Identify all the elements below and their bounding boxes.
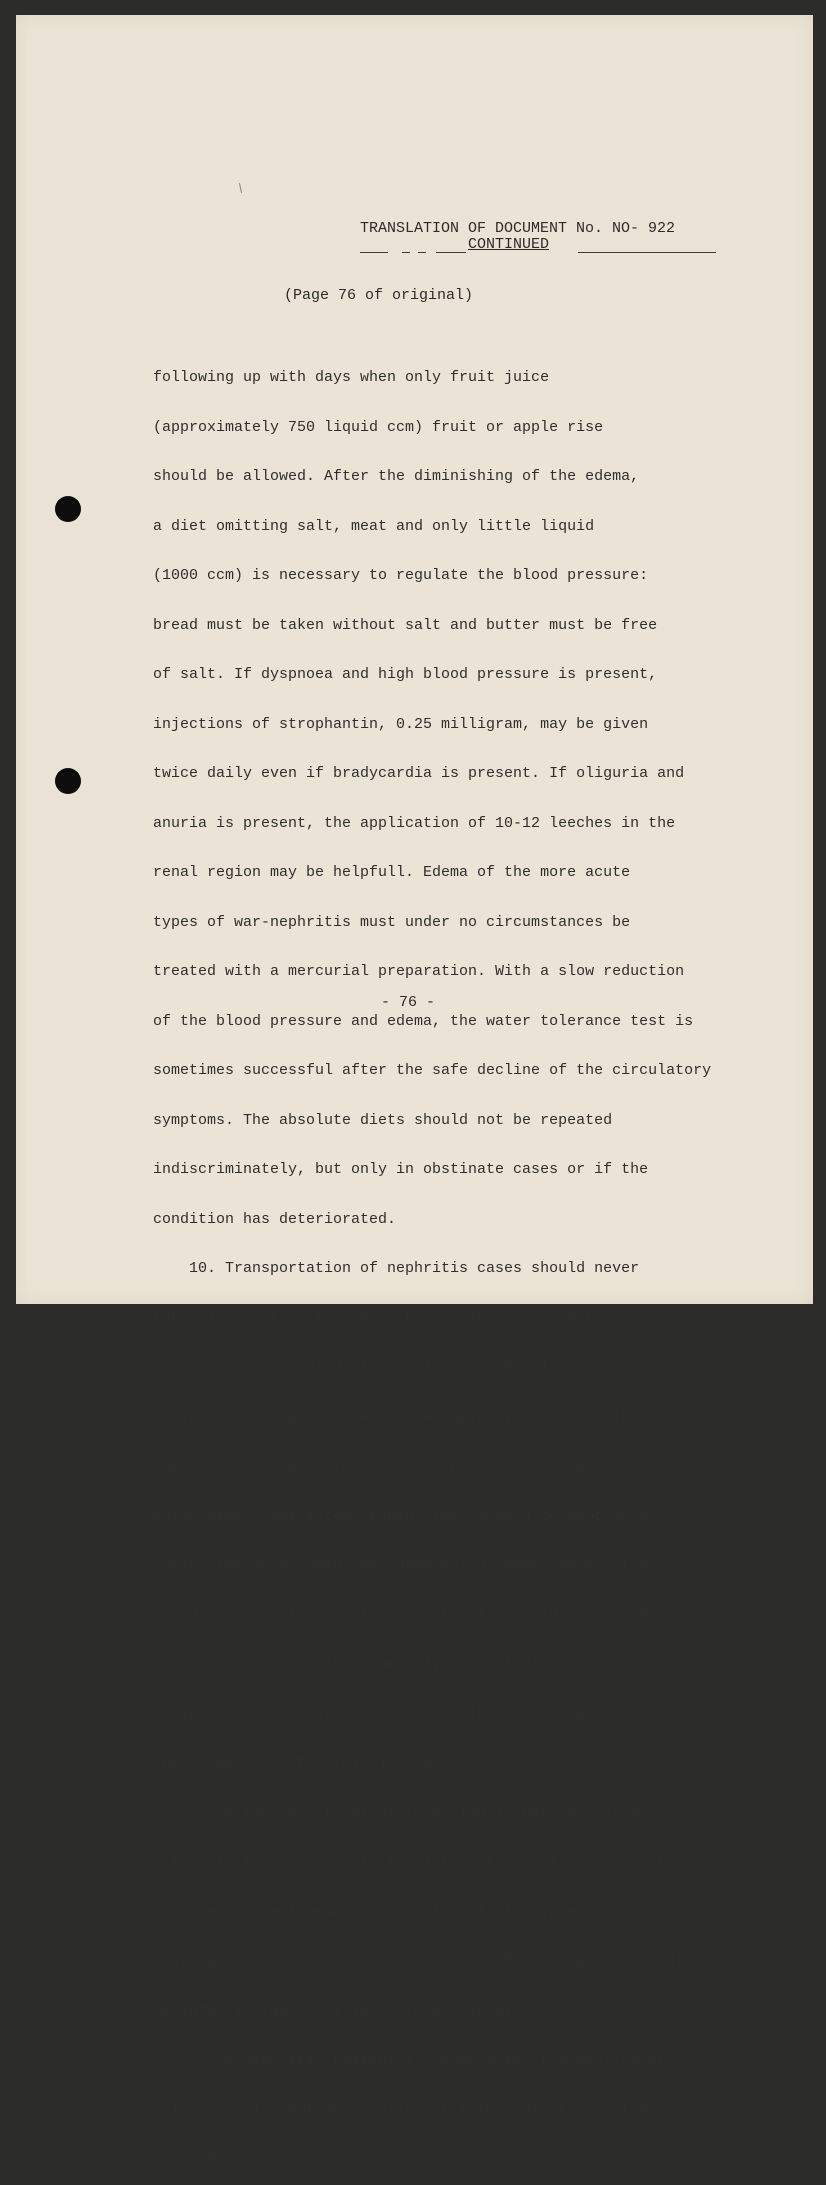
document-title: TRANSLATION OF DOCUMENT No. NO- 922 bbox=[360, 220, 676, 237]
text-line: train and under dietitious orders. They should wear bbox=[153, 1705, 613, 1723]
text-line: take place before the edema has disappeared and the blood bbox=[153, 1309, 667, 1327]
text-line: these tags also for this journey. bbox=[153, 1755, 451, 1772]
text-line: 10. Transportation of nephritis cases should never bbox=[153, 1260, 640, 1277]
continued-label: CONTINUED bbox=[468, 236, 550, 253]
title-underline bbox=[436, 252, 466, 253]
text-line: condition has deteriorated. bbox=[153, 1210, 397, 1228]
text-line: twice daily even if bradycardia is present. If oliguria and bbox=[153, 765, 685, 782]
text-line: pressure is regulated. To enable the medical transport bbox=[153, 1359, 640, 1376]
text-line: injections of strophantin, 0.25 milligram, may be given bbox=[153, 715, 649, 733]
text-line: should be allowed. After the diminishing of the edema, bbox=[153, 468, 640, 485]
text-line: renal region may be helpfull. Edema of the more acute bbox=[153, 864, 631, 881]
text-line: officer to recognize these cases quickly, they should carry bbox=[153, 1408, 685, 1426]
text-line: (approximately 750 liquid ccm) fruit or apple rise bbox=[153, 418, 604, 436]
text-line: of salt. If dyspnoea and high blood pressure is present, bbox=[153, 666, 658, 683]
text-line: 11. A thorough focal disinfection is not advisable bbox=[153, 1804, 640, 1822]
punch-hole-bottom bbox=[55, 768, 81, 794]
text-line: 12. A nephritic patient is, even after the decline of bbox=[153, 2052, 667, 2069]
title-underline bbox=[578, 252, 716, 253]
text-line: disinfection may contribute to a complete cure. bbox=[153, 2002, 577, 2020]
text-line: bread must be taken without salt and butter must be free bbox=[153, 616, 658, 634]
title-underline bbox=[418, 252, 426, 253]
text-line: pulpy diet, restricted liquid. They should be kept warm bbox=[153, 1507, 649, 1525]
text-line: types of war-nephritis must under no circumstances be bbox=[153, 913, 631, 931]
text-line: during the move. When the edema has disappeared and the bbox=[153, 1557, 649, 1574]
text-line: anuria is present, the application of 10-12 leeches in the bbox=[153, 814, 676, 832]
text-line: either in the early or in the later stages of war-nephritis. bbox=[153, 1854, 694, 1871]
text-line: 3 months. bbox=[153, 2151, 235, 2168]
text-line: blood pressure is normal, the patients should be transferred bbox=[153, 1606, 694, 1624]
text-line: In cases of resthaematuria, rising of blood pressure while bbox=[153, 1903, 676, 1921]
text-line: a diet omitting salt, meat and only little liquid bbox=[153, 517, 595, 535]
title-underline bbox=[402, 252, 410, 253]
text-line: following up with days when only fruit juice bbox=[153, 369, 550, 386]
body-text bbox=[153, 337, 711, 2185]
text-line: treated with a mercurial preparation. With a slow reduction bbox=[153, 963, 685, 980]
text-line: indiscriminately, but only in obstinate cases or if the bbox=[153, 1161, 649, 1178]
page-number: - 76 - bbox=[381, 994, 436, 1011]
text-line: to suitable hospital at home, lying on their backs by hospital bbox=[153, 1656, 712, 1673]
text-line: all clinical symptoms usually unfit for duty for another bbox=[153, 2101, 658, 2119]
punch-hole-top bbox=[55, 496, 81, 522]
text-line: tags. These should state:- war nephritis, bed rest, salt free bbox=[153, 1458, 703, 1475]
text-line: symptoms. The absolute diets should not be repeated bbox=[153, 1111, 613, 1129]
text-line: (1000 ccm) is necessary to regulate the blood pressure: bbox=[153, 567, 649, 584]
pencil-mark bbox=[239, 183, 242, 193]
text-line: resting and if there is a possibility of a relapse, a focal bbox=[153, 1953, 685, 1970]
original-page-reference: (Page 76 of original) bbox=[284, 287, 474, 304]
text-line: sometimes successful after the safe decline of the circulatory bbox=[153, 1062, 712, 1079]
text-line: of the blood pressure and edema, the water tolerance test is bbox=[153, 1012, 694, 1030]
title-underline bbox=[360, 252, 388, 253]
